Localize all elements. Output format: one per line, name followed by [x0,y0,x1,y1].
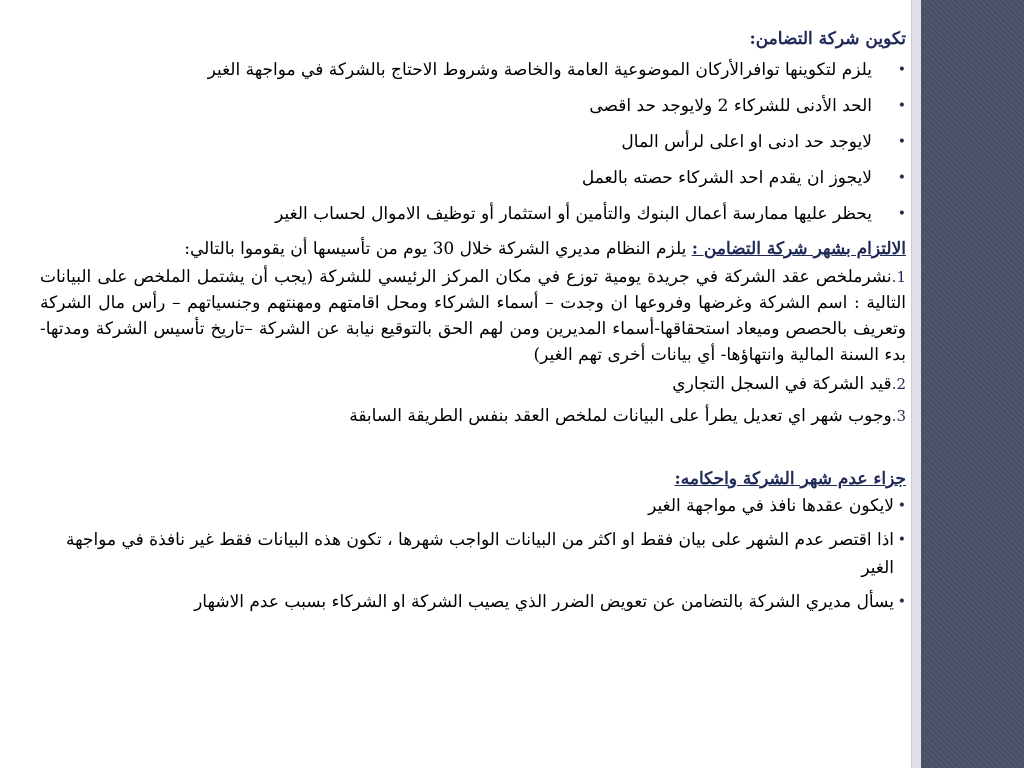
item-text: نشرملخص عقد الشركة في جريدة يومية توزع في مكان المركز الرئيسي للشركة (يجب أن يشتمل الملخص على البيانات التالية : اسم الشركة وغرضها وفروعها ان وجدت – أسماء الشركاء ومحل اقامتهم ومهنتهم وجنسياتهم – رأس مال الشركة وتعريف بالحصص وميعاد استحقاقها-أسماء المديرين ومن لهم الحق بالتوقيع نيابة عن الشركة –تاريخ تأسيس الشركة ومدتها-بدء السنة المالية وانتهاؤها- أي بيانات أخرى تهم الغير) [40,267,906,365]
penalty-bullet-list [40,492,906,616]
bullet-icon: • [897,206,906,222]
item-text: وجوب شهر اي تعديل يطرأ على البيانات لملخص العقد بنفس الطريقة السابقة [349,406,892,426]
list-item [40,492,906,520]
list-item [40,52,906,88]
bullet-text: لايوجد حد ادنى او اعلى لرأس المال [621,132,872,152]
bullet-icon: • [897,98,906,114]
list-item [40,160,906,196]
bullet-icon: • [897,532,906,548]
list-item [40,588,906,616]
list-item [40,88,906,124]
formation-bullet-list [40,52,906,232]
numbered-item [40,368,906,400]
numbered-item [40,400,906,432]
sidebar-stripe [911,0,921,768]
list-item [40,196,906,232]
bullet-icon: • [897,170,906,186]
bullet-text: لايجوز ان يقدم احد الشركاء حصته بالعمل [581,168,872,188]
item-number: 3. [891,407,906,425]
bullet-icon: • [897,594,906,610]
bullet-text: يلزم لتكوينها توافرالأركان الموضوعية العامة والخاصة وشروط الاحتاج بالشركة في مواجهة الغير [207,60,872,80]
publication-intro: يلزم النظام مديري الشركة خلال 30 يوم من تأسيسها أن يقوموا بالتالي: [184,239,692,259]
list-item [40,526,906,582]
bullet-icon: • [897,134,906,150]
penalty-heading: جزاء عدم شهر الشركة واحكامه: [674,469,906,489]
formation-heading: تكوين شركة التضامن: [749,29,906,49]
publication-heading: الالتزام بشهر شركة التضامن : [691,239,906,259]
item-text: قيد الشركة في السجل التجاري [672,374,892,394]
publication-heading-line [40,234,906,264]
slide-content [40,26,906,616]
item-number: 1. [891,268,906,286]
list-item [40,124,906,160]
item-number: 2. [891,375,906,393]
bullet-text: الحد الأدنى للشركاء 2 ولايوجد حد اقصى [589,96,872,116]
decorative-sidebar [921,0,1024,768]
bullet-text: يحظر عليها ممارسة أعمال البنوك والتأمين أو استثمار أو توظيف الاموال لحساب الغير [275,204,872,224]
bullet-text: اذا اقتصر عدم الشهر على بيان فقط او اكثر من البيانات الواجب شهرها ، تكون هذه البيانات فقط غير نافذة في مواجهة الغير [65,530,894,578]
bullet-icon: • [897,498,906,514]
bullet-icon: • [897,62,906,78]
bullet-text: يسأل مديري الشركة بالتضامن عن تعويض الضرر الذي يصيب الشركة او الشركاء بسبب عدم الاشهار [194,592,894,612]
numbered-item [40,264,906,368]
bullet-text: لايكون عقدها نافذ في مواجهة الغير [648,496,894,516]
